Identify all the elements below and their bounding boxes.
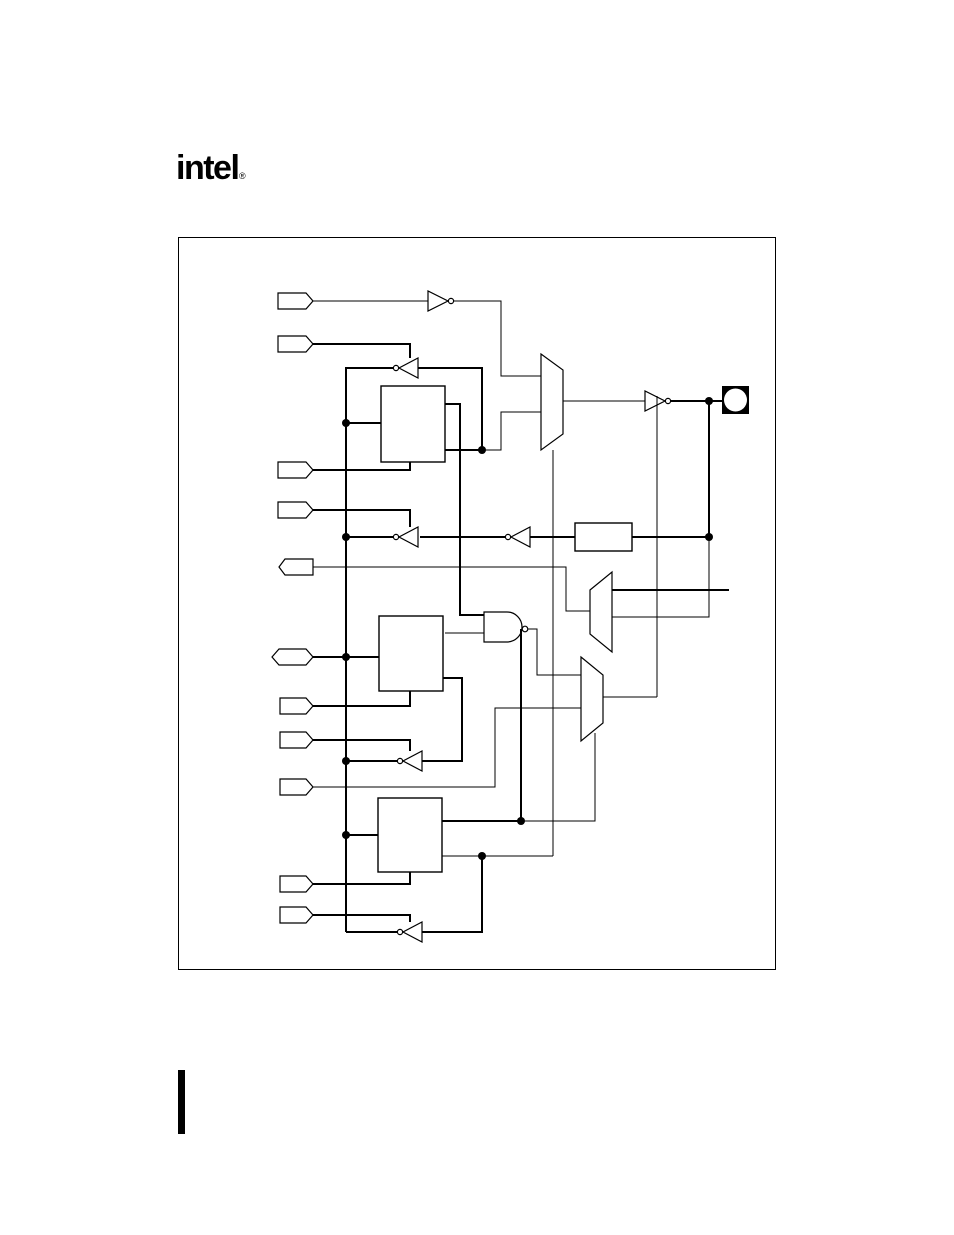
input-pin-3 (278, 462, 313, 478)
bidirectional-pin (272, 649, 313, 665)
wire (313, 462, 410, 470)
wire (482, 412, 541, 450)
wire (313, 708, 581, 787)
input-pin-9 (280, 907, 313, 923)
wire (313, 872, 410, 884)
input-pin-7 (280, 779, 313, 795)
junction-dot (342, 831, 350, 839)
wire (528, 629, 581, 675)
junction-dot (342, 653, 350, 661)
wire (313, 915, 410, 922)
wire (313, 567, 590, 611)
flip-flop-2 (379, 616, 443, 691)
tristate-buffer-2 (393, 527, 418, 547)
input-pin-6 (280, 732, 313, 748)
registered-mark: ® (239, 171, 246, 181)
wire (313, 740, 410, 751)
output-pin-left (279, 559, 313, 575)
intel-logo-wordmark: intel (176, 149, 239, 187)
input-pin-1 (278, 293, 313, 309)
feedback-mux (590, 572, 612, 652)
input-pin-8 (280, 876, 313, 892)
tristate-buffer-3 (397, 751, 422, 771)
revision-bar (178, 1070, 185, 1134)
junction-dot (342, 757, 350, 765)
input-buffer-block (575, 523, 632, 551)
output-mux (541, 354, 563, 450)
flip-flop-1 (381, 386, 445, 462)
output-buffer (645, 391, 671, 411)
flip-flop-3 (378, 798, 442, 872)
wire (313, 344, 410, 358)
io-pad (722, 386, 749, 414)
wire (313, 691, 410, 706)
input-pin-2 (278, 336, 313, 352)
junction-dot (342, 419, 350, 427)
tristate-buffer-4 (397, 922, 422, 942)
inverter-top (428, 291, 454, 311)
tristate-buffer-1 (393, 358, 418, 378)
input-pin-5 (280, 698, 313, 714)
wire (445, 404, 484, 615)
wire (443, 733, 595, 821)
input-pin-4 (278, 502, 313, 518)
wire (454, 301, 541, 376)
junction-dot (342, 533, 350, 541)
wire (313, 510, 410, 527)
select-mux (581, 657, 603, 741)
feedback-inverter (505, 527, 530, 547)
